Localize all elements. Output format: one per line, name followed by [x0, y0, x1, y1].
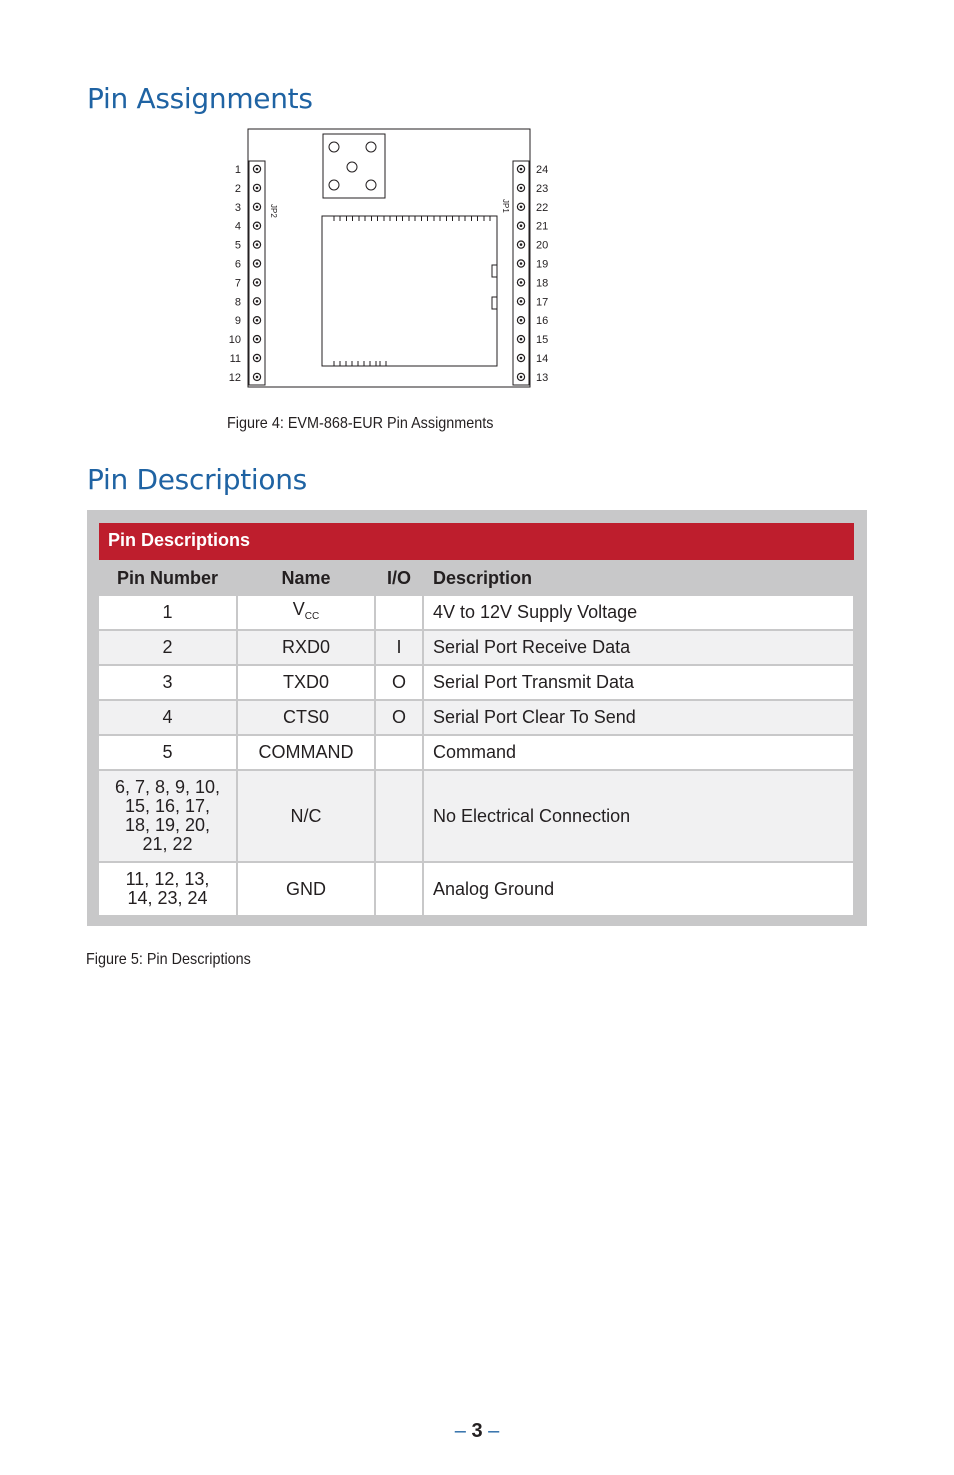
header-pin-hole — [520, 281, 523, 284]
name-text: V — [292, 598, 305, 619]
right-pin-column — [517, 164, 548, 384]
table-column-header-row — [99, 562, 853, 594]
pin-descriptions-panel — [87, 510, 867, 926]
connector-hole — [366, 180, 376, 190]
cell-io: I — [376, 631, 422, 664]
cell-name: TXD0 — [238, 666, 374, 699]
cell-name: CTS0 — [238, 701, 374, 734]
header-pin-hole — [520, 187, 523, 190]
pin-descriptions-table — [97, 560, 855, 917]
shield-tab — [359, 216, 365, 221]
page-number — [0, 1420, 954, 1443]
connector-hole — [366, 142, 376, 152]
column-header-description: Description — [433, 567, 533, 588]
shield-tab — [459, 216, 465, 221]
table-row — [99, 771, 853, 861]
table-row — [99, 596, 853, 629]
cell-io — [376, 863, 422, 915]
pin-number-label: 14 — [536, 353, 549, 365]
cell-io: O — [376, 666, 422, 699]
cell-io — [376, 771, 422, 861]
shield-side-tab — [492, 297, 497, 309]
pin-number-label: 23 — [536, 182, 549, 195]
pin-assignment-diagram — [222, 125, 562, 395]
shield-tab — [484, 216, 490, 221]
shield-tab — [409, 216, 415, 221]
jp1-label: JP1 — [501, 199, 510, 213]
pin-number-label: 2 — [234, 182, 241, 195]
pin-number-label: 7 — [234, 277, 241, 290]
cell-name: GND — [238, 863, 374, 915]
rf-module-shield — [322, 216, 497, 366]
header-pin-hole — [256, 300, 259, 303]
shield-tab — [346, 361, 352, 366]
header-pin-hole — [256, 187, 259, 190]
cell-description: 4V to 12V Supply Voltage — [424, 596, 853, 629]
header-pin-hole — [256, 262, 259, 265]
shield-tab — [334, 216, 340, 221]
shield-side-tab — [492, 265, 497, 277]
cell-pin-number: 4 — [99, 701, 236, 734]
cell-pin-number — [99, 863, 236, 915]
figure-5-caption: Figure 5: Pin Descriptions — [86, 951, 251, 968]
header-pin-hole — [256, 281, 259, 284]
connector-block — [323, 134, 385, 198]
shield-tab — [372, 216, 378, 221]
table-row — [99, 736, 853, 769]
shield-tab — [472, 216, 478, 221]
page-dash-left: – — [454, 1420, 466, 1442]
page-dash-right: – — [488, 1420, 500, 1442]
header-pin-hole — [520, 224, 523, 227]
section-title-pin-assignments: Pin Assignments — [87, 82, 313, 115]
pin-line: 14, 23, 24 — [127, 888, 208, 908]
pin-number-label: 6 — [234, 258, 241, 271]
pin-line: 15, 16, 17, — [124, 796, 211, 816]
header-pin-hole — [520, 206, 523, 209]
shield-tab — [380, 361, 386, 366]
header-pin-hole — [256, 319, 259, 322]
column-header-name: Name — [281, 567, 331, 588]
cell-pin-number: 2 — [99, 631, 236, 664]
header-pin-hole — [520, 319, 523, 322]
pin-number-label: 13 — [536, 371, 549, 384]
cell-description: Serial Port Clear To Send — [424, 701, 853, 734]
pin-number-label: 21 — [536, 220, 549, 233]
column-header-pin-number: Pin Number — [116, 567, 218, 588]
cell-name: RXD0 — [238, 631, 374, 664]
section-title-pin-descriptions: Pin Descriptions — [87, 463, 307, 496]
pin-number-label: 16 — [536, 315, 549, 328]
pin-number-label: 5 — [234, 239, 241, 252]
header-jp2 — [249, 161, 265, 385]
cell-pin-number: 1 — [99, 596, 236, 629]
shield-tab — [447, 216, 453, 221]
shield-tab — [397, 216, 403, 221]
cell-description: Serial Port Transmit Data — [424, 666, 853, 699]
cell-description: Analog Ground — [424, 863, 853, 915]
pin-number-label: 1 — [234, 164, 241, 176]
pin-number-label: 24 — [536, 164, 549, 176]
cell-name: N/C — [238, 771, 374, 861]
cell-io: O — [376, 701, 422, 734]
pin-number-label: 9 — [234, 315, 241, 328]
table-row — [99, 666, 853, 699]
cell-io — [376, 736, 422, 769]
table-title-bar: Pin Descriptions — [99, 523, 854, 560]
header-pin-hole — [256, 376, 259, 379]
left-pin-column — [229, 164, 261, 384]
column-header-io: I/O — [386, 567, 411, 588]
shield-tabs-bottom — [334, 361, 386, 366]
header-pin-hole — [520, 168, 523, 171]
header-pin-hole — [520, 376, 523, 379]
cell-description: Serial Port Receive Data — [424, 631, 853, 664]
table-row — [99, 863, 853, 915]
pin-line: 21, 22 — [142, 834, 193, 854]
pin-number-label: 17 — [536, 296, 549, 309]
pin-line: 18, 19, 20, — [124, 815, 211, 835]
shield-tab — [334, 361, 340, 366]
shield-tab — [422, 216, 428, 221]
cell-description: No Electrical Connection — [424, 771, 853, 861]
pin-number-label: 12 — [228, 371, 241, 384]
header-pin-hole — [256, 168, 259, 171]
pin-number-label: 3 — [234, 201, 241, 214]
cell-io — [376, 596, 422, 629]
cell-pin-number: 5 — [99, 736, 236, 769]
header-jp1 — [513, 161, 529, 385]
pin-number-label: 20 — [536, 239, 549, 252]
board-outline — [248, 129, 530, 387]
pin-number-label: 11 — [229, 353, 241, 365]
table-row — [99, 701, 853, 734]
header-pin-hole — [256, 338, 259, 341]
header-pin-hole — [256, 357, 259, 360]
name-subscript: CC — [304, 610, 320, 622]
header-pin-hole — [256, 243, 259, 246]
cell-pin-number: 3 — [99, 666, 236, 699]
shield-tab — [434, 216, 440, 221]
pin-number-label: 4 — [234, 220, 241, 233]
header-pin-hole — [520, 262, 523, 265]
cell-name — [238, 596, 374, 629]
page-number-value: 3 — [471, 1420, 483, 1442]
shield-tab — [384, 216, 390, 221]
cell-name: COMMAND — [238, 736, 374, 769]
pin-number-label: 22 — [536, 201, 549, 214]
header-pin-hole — [520, 338, 523, 341]
pin-number-label: 8 — [234, 296, 241, 309]
shield-tab — [370, 361, 376, 366]
header-pin-hole — [256, 224, 259, 227]
shield-tab — [358, 361, 364, 366]
pin-line: 6, 7, 8, 9, 10, — [114, 777, 221, 797]
table-row — [99, 631, 853, 664]
pin-number-label: 18 — [536, 277, 549, 290]
connector-hole — [329, 142, 339, 152]
connector-hole — [329, 180, 339, 190]
header-pin-hole — [256, 206, 259, 209]
connector-hole — [347, 162, 357, 172]
board-drawing — [222, 125, 562, 395]
cell-pin-number — [99, 771, 236, 861]
shield-tabs-top — [334, 216, 490, 221]
pin-number-label: 10 — [228, 334, 241, 347]
header-pin-hole — [520, 300, 523, 303]
figure-4-caption: Figure 4: EVM-868-EUR Pin Assignments — [227, 415, 494, 432]
jp2-label: JP2 — [269, 204, 278, 218]
cell-description: Command — [424, 736, 853, 769]
pin-number-label: 19 — [536, 258, 549, 271]
header-pin-hole — [520, 243, 523, 246]
header-pin-hole — [520, 357, 523, 360]
shield-tab — [347, 216, 353, 221]
pin-line: 11, 12, 13, — [125, 869, 210, 889]
pin-number-label: 15 — [536, 334, 549, 347]
